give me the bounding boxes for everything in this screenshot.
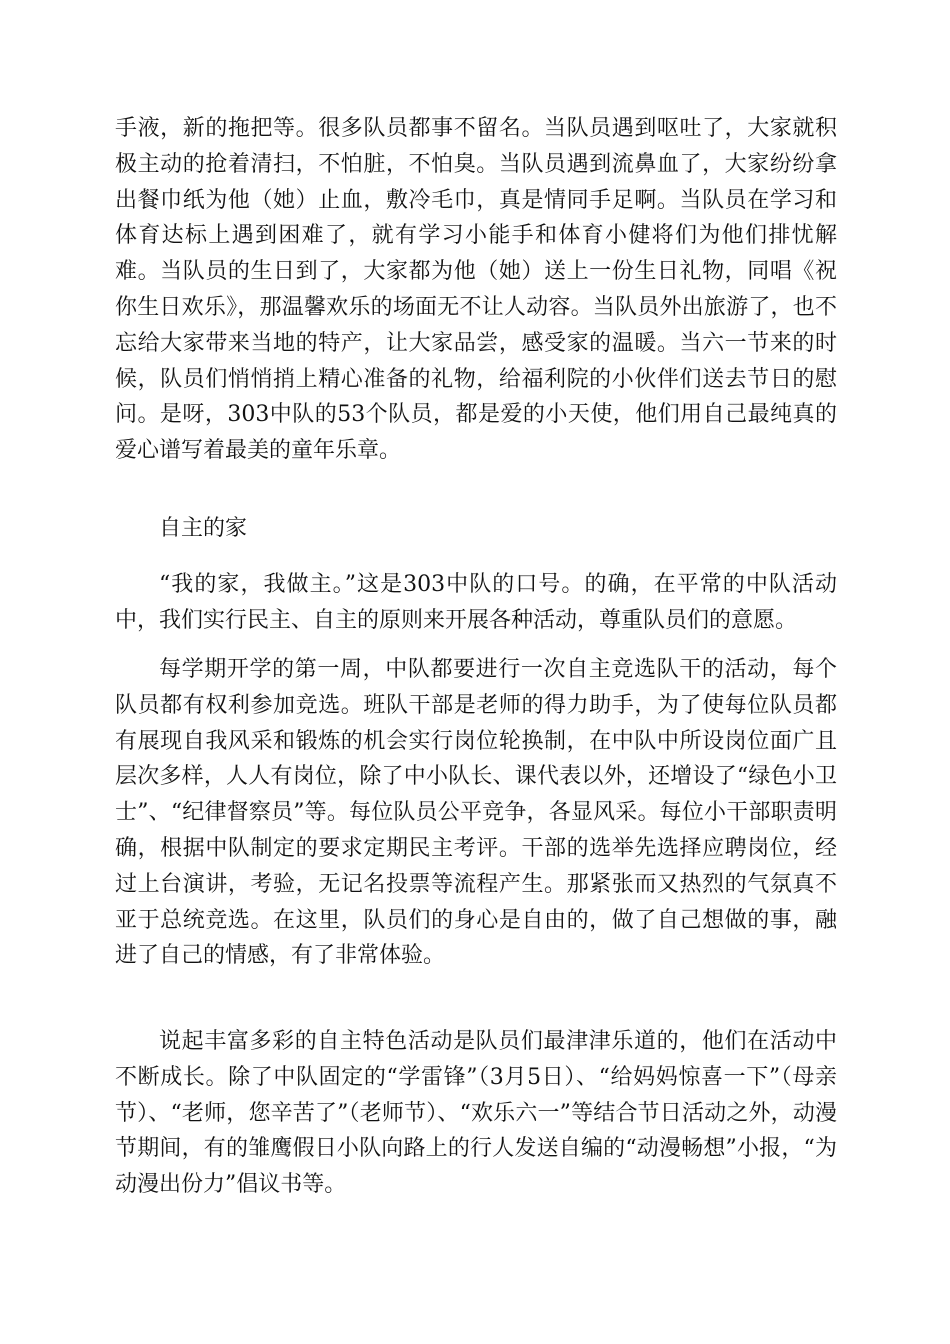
paragraph-activities: 说起丰富多彩的自主特色活动是队员们最津津乐道的，他们在活动中不断成长。除了中队固定的“学雷锋”（3月5日）、“给妈妈惊喜一下”（母亲节）、“老师，您辛苦了”（老师节）、“欢乐六一”等结合节日活动之外，动漫节期间，有的雏鹰假日小队向路上的行人发送自编的“动漫畅想”小报，“为动漫出份力”倡议书等。 [115,1029,837,1198]
paragraph-motto: “我的家，我做主。”这是303中队的口号。的确，在平常的中队活动中，我们实行民主、自主的原则来开展各种活动，尊重队员们的意愿。 [115,572,837,633]
paragraph-continuation: 手液，新的拖把等。很多队员都事不留名。当队员遇到呕吐了，大家就积极主动的抢着清扫，不怕脏，不怕臭。当队员遇到流鼻血了，大家纷纷拿出餐巾纸为他（她）止血，敷冷毛巾，真是情同手足啊。当队员在学习和体育达标上遇到困难了，就有学习小能手和体育小健将们为他们排忧解难。当队员的生日到了，大家都为他（她）送上一份生日礼物，同唱《祝你生日欢乐》，那温馨欢乐的场面无不让人动容。当队员外出旅游了，也不忘给大家带来当地的特产，让大家品尝，感受家的温暖。当六一节来的时候，队员们悄悄捎上精心准备的礼物，给福利院的小伙伴们送去节日的慰问。是呀，303中队的53个队员，都是爱的小天使，他们用自己最纯真的爱心谱写着最美的童年乐章。 [115,116,837,464]
section-heading: 自主的家 [159,516,248,541]
paragraph-election: 每学期开学的第一周，中队都要进行一次自主竞选队干的活动，每个队员都有权利参加竞选。班队干部是老师的得力助手，为了使每位队员都有展现自我风采和锻炼的机会实行岗位轮换制，在中队中所设岗位面广且层次多样，人人有岗位，除了中小队长、课代表以外，还增设了“绿色小卫士”、“纪律督察员”等。每位队员公平竞争，各显风采。每位小干部职责明确，根据中队制定的要求定期民主考评。干部的选举先选择应聘岗位，经过上台演讲，考验，无记名投票等流程产生。那紧张而又热烈的气氛真不亚于总统竞选。在这里，队员们的身心是自由的，做了自己想做的事，融进了自己的情感，有了非常体验。 [115,657,837,969]
